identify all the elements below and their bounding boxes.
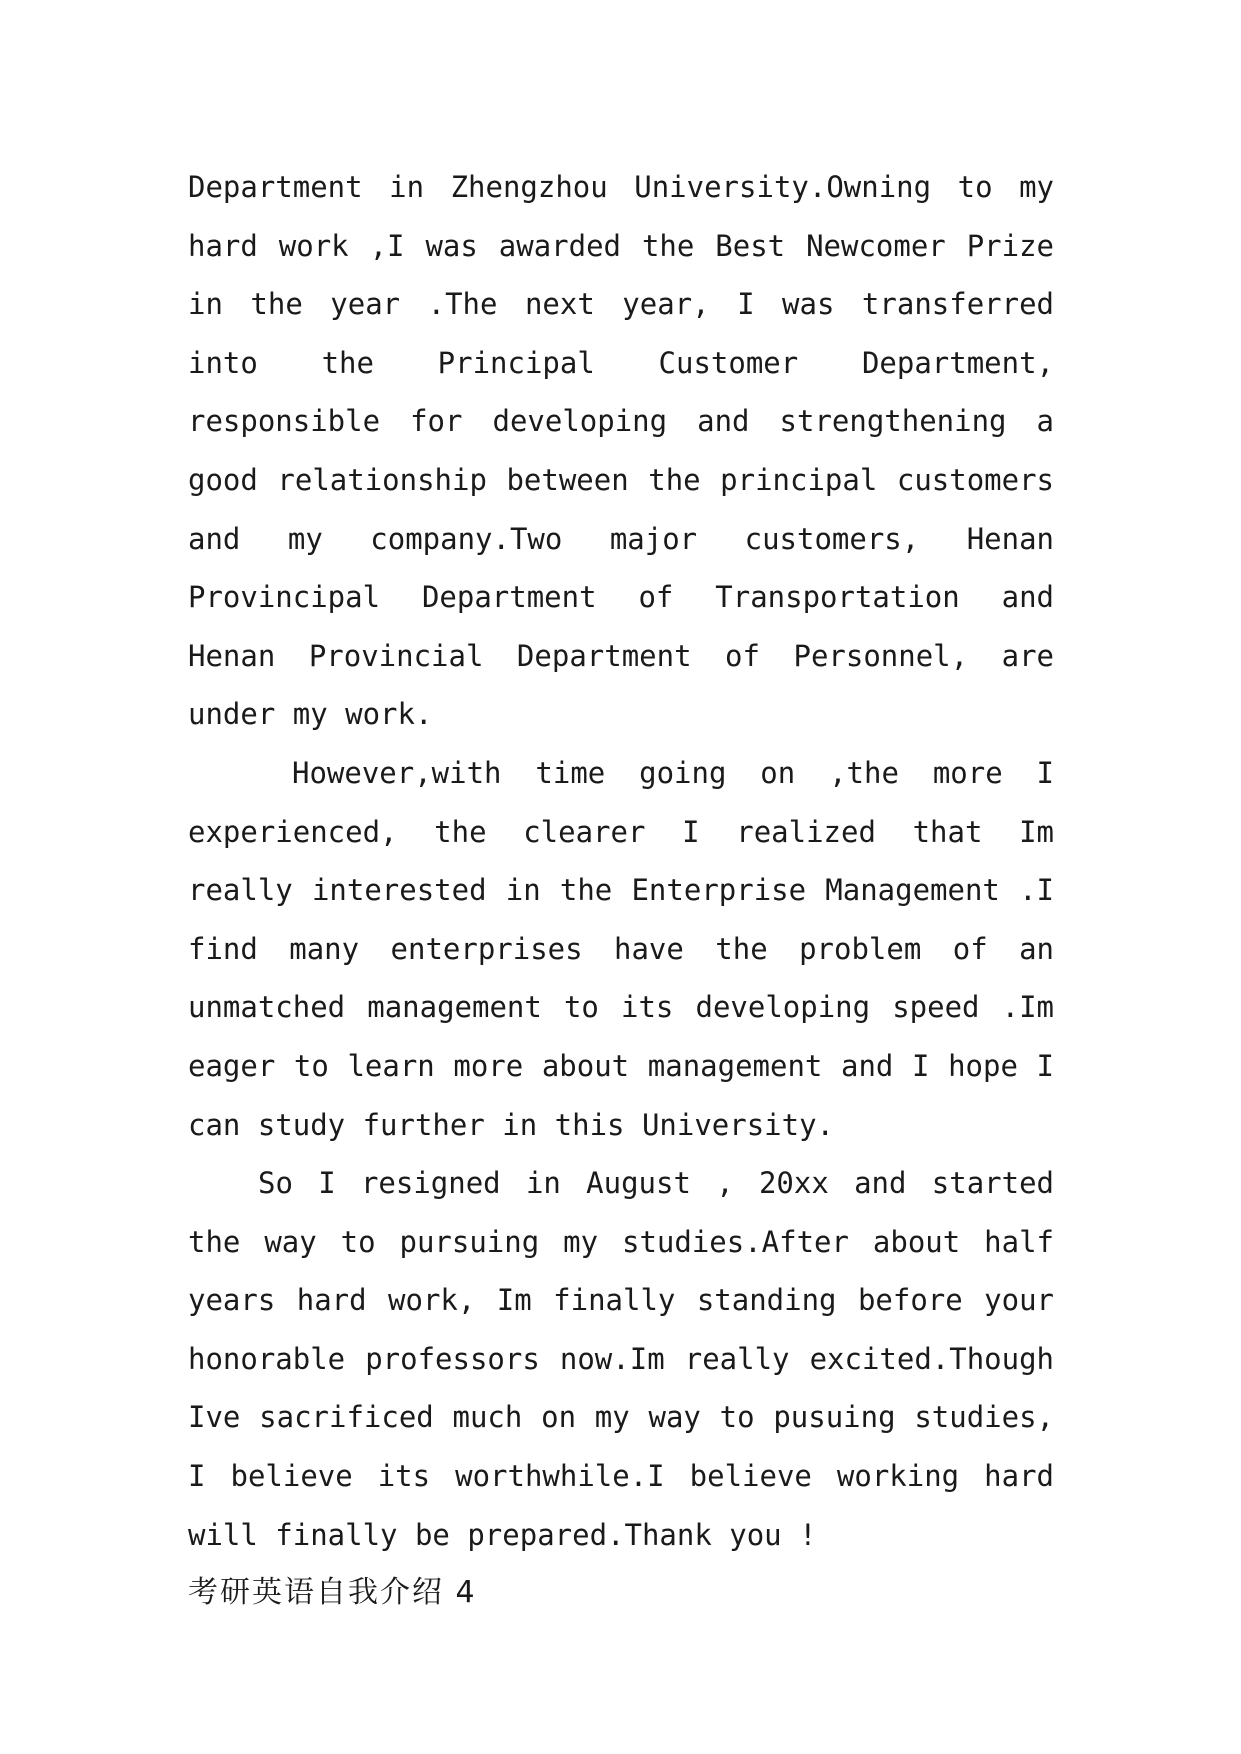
paragraph-work-experience: Department in Zhengzhou University.Owning to my hard work ,I was awarded the Best Newcomer Prize in the year .The next year, I was transferred into the Principal Customer Department, responsible for developing and strengthening a good relationship between the principal customers and my company.Two major customers, Henan Provincipal Department of Transportation and Henan Provincial Department of Personnel, are under my work. [188,170,1054,732]
document-body [188,158,1054,1623]
paragraph-management-interest: However,with time going on ,the more I experienced, the clearer I realized that Im really interested in the Enterprise Management .I find many enterprises have the problem of an unmatched management to its developing speed .Im eager to learn more about management and I hope I can study further in this University. [188,755,1054,1142]
paragraph-resignation-and-studies: So I resigned in August , 20xx and started the way to pursuing my studies.After about half years hard work, Im finally standing before your honorable professors now.Im really excited.Though Ive sacrificed much on my way to pusuing studies, I believe its worthwhile.I believe working hard will finally be prepared.Thank you ! [188,1166,1054,1552]
section-heading: 考研英语自我介绍 4 [188,1575,477,1611]
